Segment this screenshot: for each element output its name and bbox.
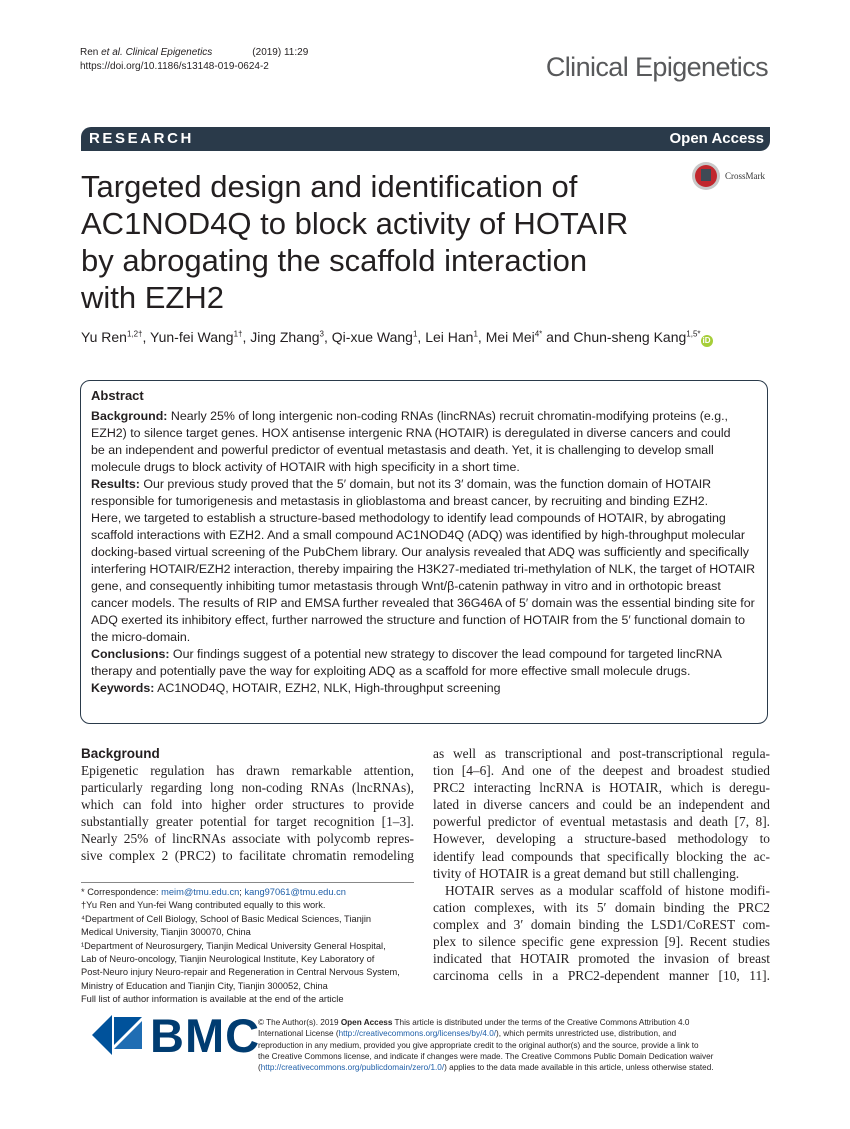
author-affiliation: 1,2†: [126, 329, 143, 339]
author-affiliation: 1: [473, 329, 478, 339]
body-line: substantially greater potential for target recognition [1–3].: [81, 814, 414, 830]
license-text: reproduction in any medium, provided you give appropriate credit to the original author(s) and the source, provide a link to: [258, 1040, 699, 1050]
license-statement: [258, 1017, 778, 1073]
authors-conjunction: and: [546, 329, 570, 345]
citation-year: (2019) 11:29: [252, 47, 309, 58]
footnote-line: †Yu Ren and Yun-fei Wang contributed equally to this work.: [81, 900, 326, 911]
abstract-line: Our previous study proved that the 5′ domain, but not its 3′ domain, was the function domain of HOTAIR: [139, 477, 712, 491]
title-line: Targeted design and identification of: [81, 169, 578, 204]
abstract-results: [91, 476, 759, 646]
abstract-line: therapy and potentially pave the way for exploiting ADQ as a scaffold for more effective small molecule drugs.: [91, 664, 691, 678]
abstract-line: scaffold interactions with EZH2. And a small compound AC1NOD4Q (ADQ) was identified by high-throughput molecular: [91, 528, 746, 542]
bmc-logo-icon: [92, 1013, 148, 1057]
abstract-box: [80, 380, 768, 724]
author-list: Yu Ren$^{1,2\dagger}$, Yun-fei Wang$^{1\dagger}$, Jing Zhang$^3$, Qi-xue Wang$^1$, Lei Han$^1$, Mei Mei$^{4*}$ and Chun-sheng Kang$^{1,5*}$iD: [81, 329, 711, 345]
abstract-line: ADQ exerted its inhibitory effect, further narrowed the structure and function of HOTAIR from the 5′ functional domain to: [91, 613, 746, 627]
license-text: (: [258, 1063, 261, 1073]
title-line: with EZH2: [81, 280, 224, 315]
body-line: indicated that HOTAIR promoted the invasion of breast: [433, 951, 770, 967]
email-link[interactable]: kang97061@tmu.edu.cn: [244, 887, 346, 897]
keywords-text: AC1NOD4Q, HOTAIR, EZH2, NLK, High-throughput screening: [154, 681, 501, 695]
body-line: cation complexes, with its 5′ domain binding the PRC2: [433, 899, 770, 915]
abstract-line: docking-based virtual screening of the PubChem library. Our analysis revealed that ADQ was sufficiently and specifically: [91, 545, 749, 559]
footnote-line: Lab of Neuro-oncology, Tianjin Neurological Institute, Key Laboratory of: [81, 954, 375, 965]
author-name[interactable]: Yun-fei Wang: [150, 329, 234, 345]
body-left-column: [81, 745, 414, 865]
body-line: plex to silence specific gene expression [9]. Recent studies: [433, 934, 770, 950]
doi-link[interactable]: https://doi.org/10.1186/s13148-019-0624-2: [80, 61, 269, 72]
body-line: particularly regarding long non-coding RNAs (lncRNAs),: [81, 780, 414, 796]
abstract-background-label: Background:: [91, 409, 168, 423]
license-text: International License (: [258, 1029, 339, 1039]
keywords-label: Keywords:: [91, 681, 155, 695]
separator: ;: [239, 887, 245, 897]
abstract-line: Nearly 25% of long intergenic non-coding RNAs (lincRNAs) recruit chromatin-modifying proteins (e.g.,: [167, 409, 728, 423]
body-line: However, developing a structure-based methodology to: [433, 831, 770, 847]
body-line: identify lead compounds that specifically blocking the ac-: [433, 848, 770, 864]
bmc-logo: [92, 1009, 261, 1063]
open-access-label: Open Access: [669, 130, 764, 147]
abstract-background: [91, 408, 759, 476]
copyright-text: © The Author(s). 2019: [258, 1018, 341, 1027]
license-text: This article is distributed under the terms of the Creative Commons Attribution 4.0: [392, 1018, 690, 1027]
author-affiliation: 3: [319, 329, 324, 339]
author-affiliation: 1†: [233, 329, 243, 339]
author-name[interactable]: Chun-sheng Kang: [573, 329, 687, 345]
abstract-line: Our findings suggest of a potential new strategy to discover the lead compound for targeted lincRNA: [169, 647, 722, 661]
license-link[interactable]: http://creativecommons.org/licenses/by/4.0/: [338, 1029, 497, 1039]
abstract-line: interfering HOTAIR/EZH2 interaction, thereby impairing the H3K27-mediated tri-methylation of NLK, the target of HOTAIR: [91, 562, 756, 576]
article-title: [81, 168, 701, 316]
abstract-line: Here, we targeted to establish a structure-based methodology to identify lead compounds of HOTAIR, by abrogating: [91, 511, 726, 525]
body-line: HOTAIR serves as a modular scaffold of histone modifi-: [445, 882, 770, 898]
author-name[interactable]: Yu Ren: [81, 329, 127, 345]
author-name[interactable]: Jing Zhang: [250, 329, 320, 345]
article-citation: [80, 46, 308, 74]
body-line: tion [4–6]. And one of the deepest and broadest studied: [433, 763, 770, 779]
abstract-line: molecule drugs to block activity of HOTAIR with high specificity in a short time.: [91, 460, 520, 474]
author-affiliation: 1,5*: [686, 329, 701, 339]
author-affiliation: 1: [412, 329, 418, 339]
license-text: the Creative Commons license, and indicate if changes were made. The Creative Commons Public Domain Dedication waiver: [258, 1051, 714, 1061]
body-line: lated in diverse cancers and could be an independent and: [433, 797, 770, 813]
correspondence-label: * Correspondence:: [81, 887, 162, 897]
footnote-line: Ministry of Education and Tianjin City, Tianjin 300052, China: [81, 980, 328, 991]
footnotes: [81, 886, 421, 1007]
abstract-results-label: Results:: [91, 477, 140, 491]
journal-name: Clinical Epigenetics: [545, 52, 768, 82]
abstract-heading: Abstract: [91, 388, 144, 403]
abstract-line: cancer models. The results of RIP and EMSA further revealed that 36G46A of 5′ domain was the essential binding site for: [91, 596, 755, 610]
crossmark-badge[interactable]: [692, 162, 782, 196]
body-line: carcinoma cells in a PRC2-dependent manner [10, 11].: [433, 968, 770, 984]
author-affiliation: 4*: [534, 329, 543, 339]
body-line: as well as transcriptional and post-transcriptional regula-: [433, 746, 770, 761]
footnote-line: Full list of author information is available at the end of the article: [81, 994, 344, 1005]
author-name[interactable]: Mei Mei: [485, 329, 535, 345]
body-line: which can fold into higher order structures to provide: [81, 797, 414, 813]
abstract-conclusions-label: Conclusions:: [91, 647, 170, 661]
footnote-line: Medical University, Tianjin 300070, China: [81, 927, 251, 938]
abstract-line: responsible for tumorigenesis and metastasis in glioblastoma and breast cancer, by recruiting and binding EZH2.: [91, 494, 709, 508]
footnote-line: Post-Neuro injury Neuro-repair and Regeneration in Central Nervous System,: [81, 967, 400, 978]
body-line: tivity of HOTAIR is a great demand but still challenging.: [433, 865, 740, 881]
open-access-text: Open Access: [340, 1018, 393, 1027]
footnote-line: ¹Department of Neurosurgery, Tianjin Medical University General Hospital,: [81, 940, 386, 951]
body-line: Epigenetic regulation has drawn remarkable attention,: [81, 763, 414, 778]
publicdomain-link[interactable]: http://creativecommons.org/publicdomain/zero/1.0/: [260, 1063, 445, 1073]
crossmark-label: CrossMark: [725, 171, 765, 181]
citation-authors: Ren: [80, 47, 102, 58]
bmc-logo-text: BMC: [150, 1009, 261, 1062]
body-line: Nearly 25% of lincRNAs associate with polycomb repres-: [81, 831, 414, 847]
author-name[interactable]: Lei Han: [425, 329, 474, 345]
abstract-conclusions: [91, 646, 759, 680]
footnote-line: ⁴Department of Cell Biology, School of Basic Medical Sciences, Tianjin: [81, 913, 372, 924]
orcid-icon[interactable]: iD: [702, 336, 711, 345]
abstract-line: be an independent and powerful predictor of eventual metastasis and death. Yet, it is challenging to develop small: [91, 443, 714, 457]
email-link[interactable]: meim@tmu.edu.cn: [161, 887, 240, 897]
footnote-divider: [81, 882, 414, 883]
abstract-line: EZH2) to silence target genes. HOX antisense intergenic RNA (HOTAIR) is deregulated in diverse cancers and could: [91, 426, 731, 440]
article-type-banner: [81, 127, 770, 151]
abstract-line: gene, and consequently inhibiting tumor metastasis through Wnt/β-catenin pathway in vitro and in orthotopic breast: [91, 579, 721, 593]
body-line: PRC2 interacting lncRNA is HOTAIR, which is deregu-: [433, 780, 770, 796]
citation-journal: et al. Clinical Epigenetics: [101, 47, 213, 58]
title-line: AC1NOD4Q to block activity of HOTAIR: [81, 206, 629, 241]
body-right-column: [433, 745, 770, 984]
title-line: by abrogating the scaffold interaction: [81, 243, 588, 278]
license-text: ), which permits unrestricted use, distribution, and: [496, 1029, 677, 1039]
license-text: ) applies to the data made available in this article, unless otherwise stated.: [444, 1063, 714, 1073]
body-line: complex and 3′ domain binding the LSD1/CoREST com-: [433, 916, 770, 932]
body-line: powerful predictor of eventual metastasis and death [7, 8].: [433, 814, 770, 830]
section-heading-background: Background: [81, 746, 160, 761]
abstract-line: the micro-domain.: [91, 630, 191, 644]
author-name[interactable]: Qi-xue Wang: [331, 329, 413, 345]
article-type-label: RESEARCH: [89, 130, 194, 147]
abstract-keywords: [91, 680, 759, 697]
correspondence-line: [81, 886, 421, 899]
body-line: sive complex 2 (PRC2) to facilitate chromatin remodeling: [81, 848, 414, 864]
